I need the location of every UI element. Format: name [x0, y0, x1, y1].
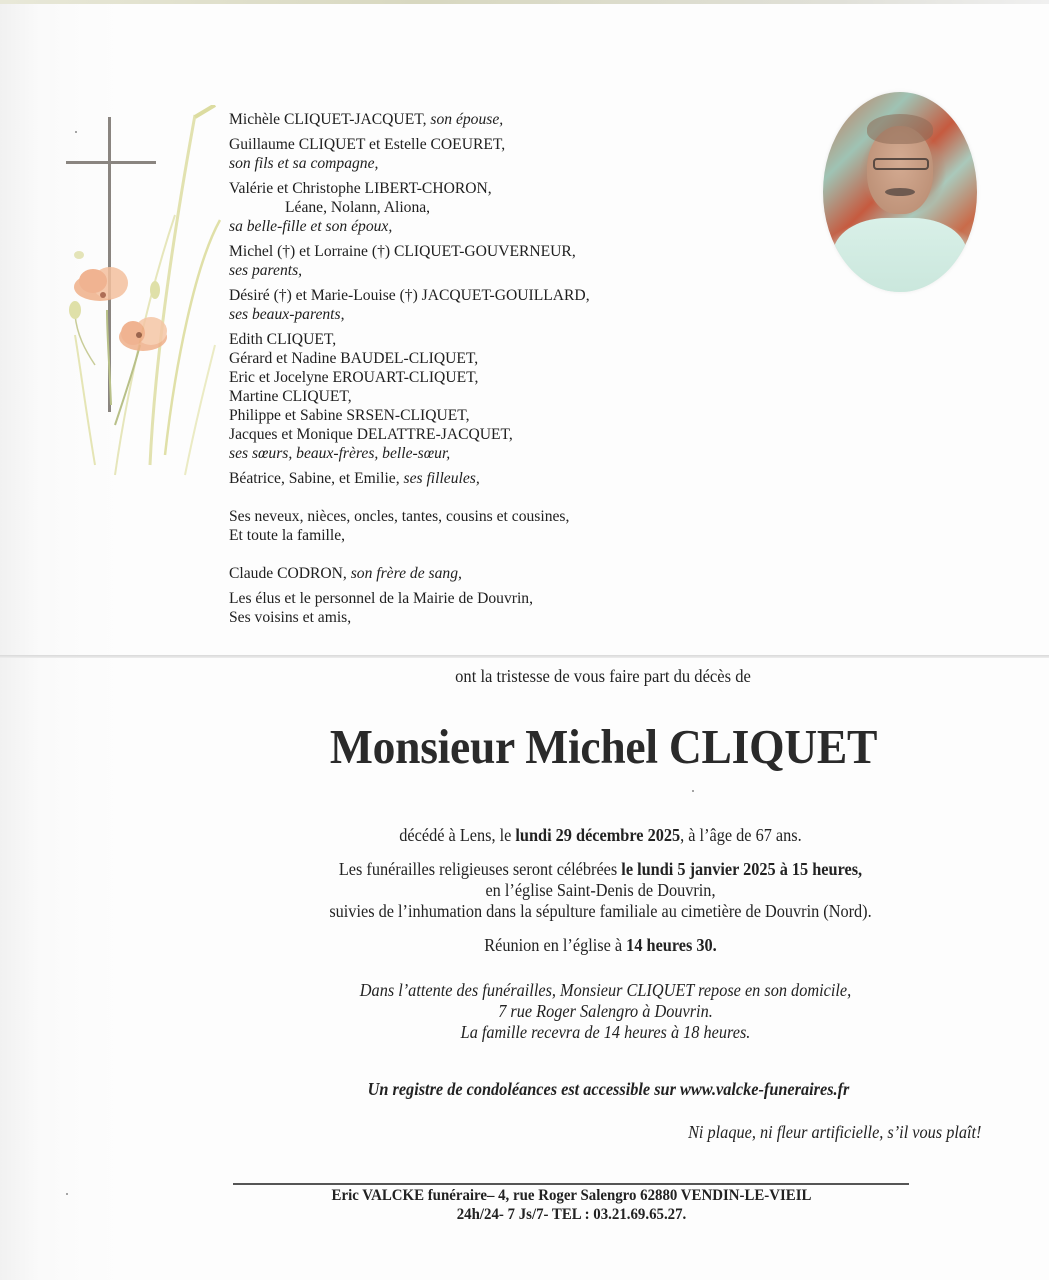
- funeral-home-phone: 24h/24- 7 Js/7- TEL : 03.21.69.65.27.: [456, 1206, 687, 1223]
- scan-speck: [692, 790, 694, 792]
- death-info: [113, 825, 1049, 846]
- footer-divider: [233, 1183, 909, 1185]
- scan-speck: [75, 131, 77, 133]
- family-group-parents-in-law: [229, 286, 789, 324]
- family-name: Guillaume CLIQUET et Estelle COEURET,: [229, 136, 506, 153]
- repose-info: [118, 980, 1049, 1043]
- family-relation: ses sœurs, beaux-frères, belle-sœur,: [229, 445, 451, 462]
- funeral-burial: suivies de l’inhumation dans la sépulture familiale au cimetière de Douvrin (Nord).: [329, 901, 872, 921]
- family-grandchildren: Léane, Nolann, Aliona,: [285, 199, 431, 216]
- family-name: Claude CODRON,: [229, 565, 351, 582]
- photo-shirt: [833, 218, 967, 292]
- family-name: Désiré (†) et Marie-Louise (†) JACQUET-GOUILLARD,: [229, 287, 590, 304]
- family-line: [229, 305, 789, 324]
- family-name: Ses voisins et amis,: [229, 609, 352, 626]
- family-relation: ses beaux-parents,: [229, 306, 345, 323]
- family-name: Les élus et le personnel de la Mairie de Douvrin,: [229, 590, 533, 607]
- family-relation: ses parents,: [229, 262, 303, 279]
- condolence-registry: [121, 1079, 1049, 1100]
- family-group-daughter-in-law: [229, 179, 789, 236]
- deceased-portrait-photo: [823, 92, 977, 292]
- family-name: Martine CLIQUET,: [229, 388, 352, 405]
- family-name: Béatrice, Sabine, et Emilie,: [229, 470, 404, 487]
- funeral-datetime: le lundi 5 janvier 2025 à 15 heures,: [621, 859, 863, 879]
- funeral-prefix: Les funérailles religieuses seront célébrées: [338, 859, 622, 879]
- photo-mustache: [885, 188, 915, 196]
- family-group-parents: [229, 242, 789, 280]
- repose-address: 7 rue Roger Salengro à Douvrin.: [498, 1001, 713, 1021]
- death-prefix: décédé à Lens, le: [399, 825, 516, 845]
- family-name: Michèle CLIQUET-JACQUET,: [229, 111, 431, 128]
- family-name: Edith CLIQUET,: [229, 331, 337, 348]
- family-relation: ses filleules,: [403, 470, 480, 487]
- funeral-home-address: Eric VALCKE funéraire– 4, rue Roger Salengro 62880 VENDIN-LE-VIEIL: [331, 1187, 812, 1204]
- funeral-info: [113, 859, 1049, 922]
- registry-text: Un registre de condoléances est accessible sur: [367, 1079, 680, 1099]
- funeral-details: [113, 825, 1049, 969]
- photo-hair: [867, 114, 933, 144]
- family-name: Eric et Jocelyne EROUART-CLIQUET,: [229, 369, 479, 386]
- announcement-intro: ont la tristesse de vous faire part du décès de: [455, 666, 751, 686]
- family-name: Valérie et Christophe LIBERT-CHORON,: [229, 180, 492, 197]
- scan-speck: [66, 1193, 68, 1195]
- family-name: Ses neveux, nièces, oncles, tantes, cousins et cousines,: [229, 508, 570, 525]
- photo-glasses: [873, 158, 929, 170]
- family-line: [229, 261, 789, 280]
- no-flowers-request: Ni plaque, ni fleur artificielle, s’il vous plaît!: [687, 1122, 981, 1142]
- family-group-community: [229, 589, 789, 627]
- repose-line: Dans l’attente des funérailles, Monsieur CLIQUET repose en son domicile,: [359, 980, 852, 1000]
- family-line: [229, 444, 789, 463]
- meeting-prefix: Réunion en l’église à: [484, 935, 627, 955]
- family-relation: sa belle-fille et son époux,: [229, 218, 393, 235]
- family-relation: son frère de sang,: [350, 565, 462, 582]
- family-group-siblings: [229, 330, 789, 463]
- family-name: Michel (†) et Lorraine (†) CLIQUET-GOUVERNEUR,: [229, 243, 576, 260]
- funeral-church: en l’église Saint-Denis de Douvrin,: [485, 880, 716, 900]
- family-group-spouse: [229, 110, 789, 129]
- family-relation: son épouse,: [430, 111, 504, 128]
- paper-fold-line: [0, 655, 1049, 658]
- family-name: Et toute la famille,: [229, 527, 346, 544]
- death-date: lundi 29 décembre 2025: [515, 825, 681, 845]
- family-group-son: [229, 135, 789, 173]
- family-group-blood-brother: [229, 564, 789, 583]
- family-group-extended: [229, 507, 789, 545]
- registry-link[interactable]: www.valcke-funeraires.fr: [679, 1079, 850, 1099]
- scan-top-edge: [0, 0, 1049, 4]
- funeral-home-footer: [84, 1186, 1049, 1224]
- meeting-time: 14 heures 30.: [626, 935, 717, 955]
- family-line: [229, 217, 789, 236]
- family-name: Gérard et Nadine BAUDEL-CLIQUET,: [229, 350, 479, 367]
- family-group-goddaughters: [229, 469, 789, 488]
- family-list: [229, 110, 789, 633]
- family-line: [229, 110, 789, 129]
- family-name: Jacques et Monique DELATTRE-JACQUET,: [229, 426, 513, 443]
- family-line: [229, 469, 789, 488]
- repose-visiting-hours: La famille recevra de 14 heures à 18 heures.: [460, 1022, 751, 1042]
- deceased-name-title: Monsieur Michel CLIQUET: [329, 719, 878, 774]
- meeting-info: [113, 935, 1049, 956]
- family-line: [229, 564, 789, 583]
- cross-with-poppies-icon: [55, 105, 225, 485]
- family-line: [229, 154, 789, 173]
- family-name: Philippe et Sabine SRSEN-CLIQUET,: [229, 407, 470, 424]
- death-suffix: , à l’âge de 67 ans.: [680, 825, 802, 845]
- family-relation: son fils et sa compagne,: [229, 155, 379, 172]
